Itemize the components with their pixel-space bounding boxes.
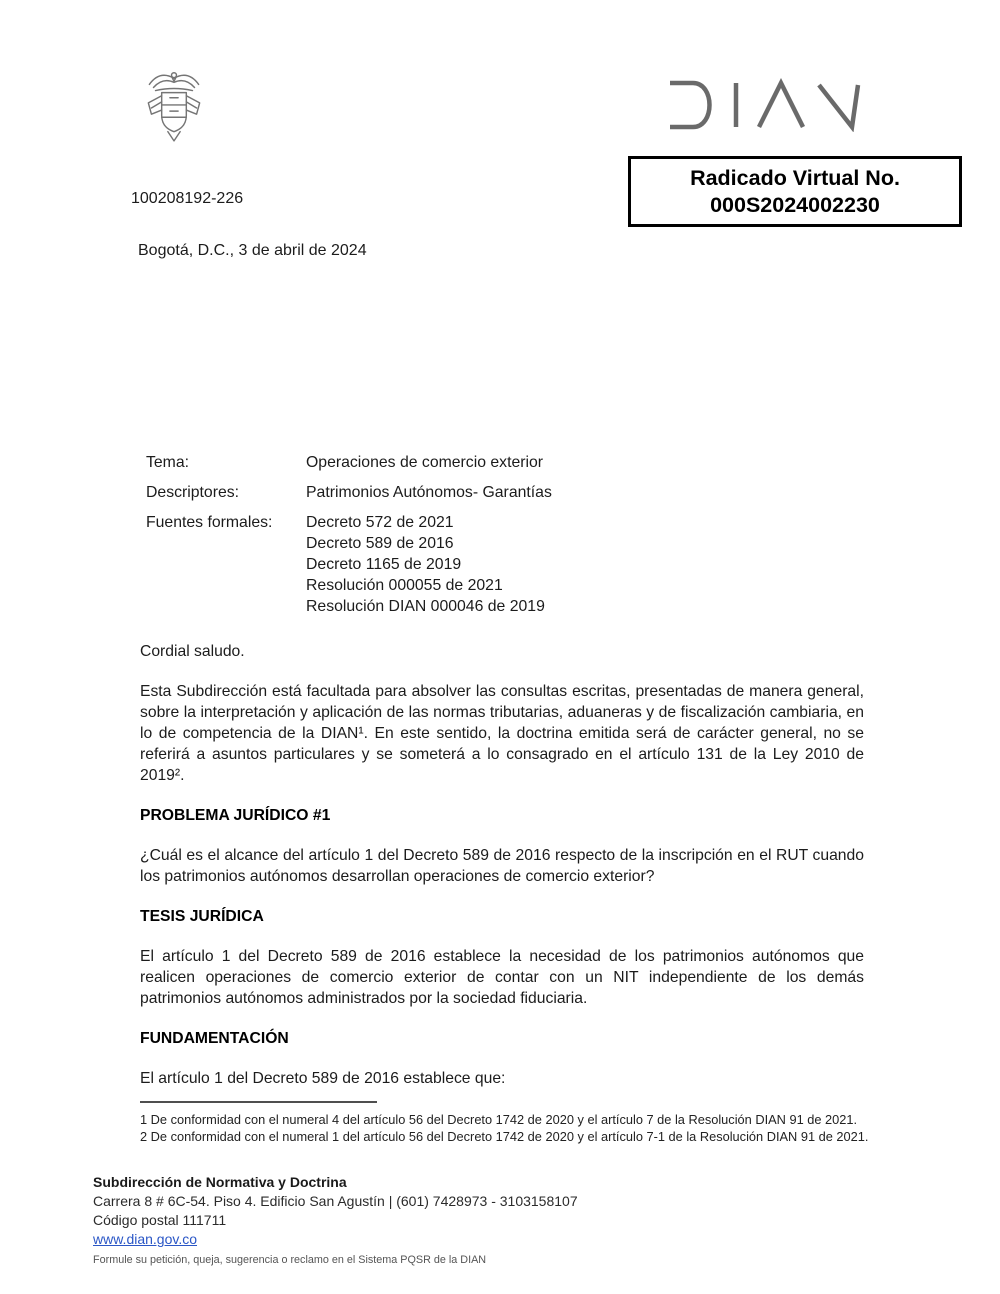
page-footer	[93, 1173, 578, 1270]
website-link[interactable]: www.dian.gov.co	[93, 1231, 198, 1247]
fuentes-values	[306, 512, 545, 617]
document-meta	[146, 452, 552, 626]
colombia-coat-of-arms-icon	[141, 68, 207, 146]
tesis-paragraph: El artículo 1 del Decreto 589 de 2016 establece la necesidad de los patrimonios autónomos que realicen operaciones de comercio exterior de contar con un NIT independiente de los demás patrimonios autónomos administrados por la sociedad fiduciaria.	[140, 948, 864, 1007]
footnotes	[140, 1101, 888, 1145]
fuentes-label: Fuentes formales:	[146, 514, 273, 531]
greeting: Cordial saludo.	[140, 643, 245, 660]
descriptores-label: Descriptores:	[146, 484, 240, 501]
radicado-number: 000S2024002230	[710, 192, 880, 217]
footer-address: Carrera 8 # 6C-54. Piso 4. Edificio San Agustín | (601) 7428973 - 3103158107	[93, 1193, 578, 1209]
footer-department: Subdirección de Normativa y Doctrina	[93, 1174, 347, 1190]
fuente-item: Resolución 000055 de 2021	[306, 577, 503, 594]
fuente-item: Decreto 1165 de 2019	[306, 556, 462, 573]
meta-row-fuentes	[146, 512, 552, 617]
tema-label: Tema:	[146, 454, 190, 471]
meta-row-tema	[146, 452, 552, 473]
radicado-box-title: Radicado Virtual No.	[690, 165, 900, 190]
footnote-2: 2 De conformidad con el numeral 1 del artículo 56 del Decreto 1742 de 2020 y el artículo 7-1 de la Resolución DIAN 91 de 2021.	[140, 1128, 869, 1144]
footer-postal-code: Código postal 111711	[93, 1212, 227, 1228]
footnote-separator	[140, 1101, 377, 1103]
dian-logo	[666, 78, 866, 132]
fundamentacion-heading: FUNDAMENTACIÓN	[140, 1030, 289, 1047]
tema-value: Operaciones de comercio exterior	[306, 454, 544, 471]
fuente-item: Decreto 589 de 2016	[306, 535, 454, 552]
problema-heading: PROBLEMA JURÍDICO #1	[140, 807, 331, 824]
intro-paragraph: Esta Subdirección está facultada para absolver las consultas escritas, presentadas de manera general, sobre la interpretación y aplicación de las normas tributarias, aduaneras y de fiscalización cambiaria, en lo de competencia de la DIAN¹. En este sentido, la doctrina emitida será de carácter general, no se referirá a asuntos particulares y se someterá a lo consagrado en el artículo 131 de la Ley 2010 de 2019².	[140, 683, 864, 784]
fundamentacion-paragraph: El artículo 1 del Decreto 589 de 2016 establece que:	[140, 1070, 506, 1087]
fuente-item: Decreto 572 de 2021	[306, 514, 454, 531]
fuente-item: Resolución DIAN 000046 de 2019	[306, 598, 545, 615]
radicado-box	[628, 156, 962, 227]
reference-number: 100208192-226	[131, 190, 244, 207]
problema-paragraph: ¿Cuál es el alcance del artículo 1 del Decreto 589 de 2016 respecto de la inscripción en el RUT cuando los patrimonios autónomos desarrollan operaciones de comercio exterior?	[140, 847, 864, 885]
footer-pqsr-note: Formule su petición, queja, sugerencia o reclamo en el Sistema PQSR de la DIAN	[93, 1254, 487, 1266]
footnote-1: 1 De conformidad con el numeral 4 del artículo 56 del Decreto 1742 de 2020 y el artículo 7 de la Resolución DIAN 91 de 2021.	[140, 1112, 858, 1127]
descriptores-value: Patrimonios Autónomos- Garantías	[306, 484, 552, 501]
date-line: Bogotá, D.C., 3 de abril de 2024	[138, 242, 367, 259]
meta-row-descriptores	[146, 482, 552, 503]
tesis-heading: TESIS JURÍDICA	[140, 908, 264, 925]
letter-body	[140, 641, 864, 1108]
